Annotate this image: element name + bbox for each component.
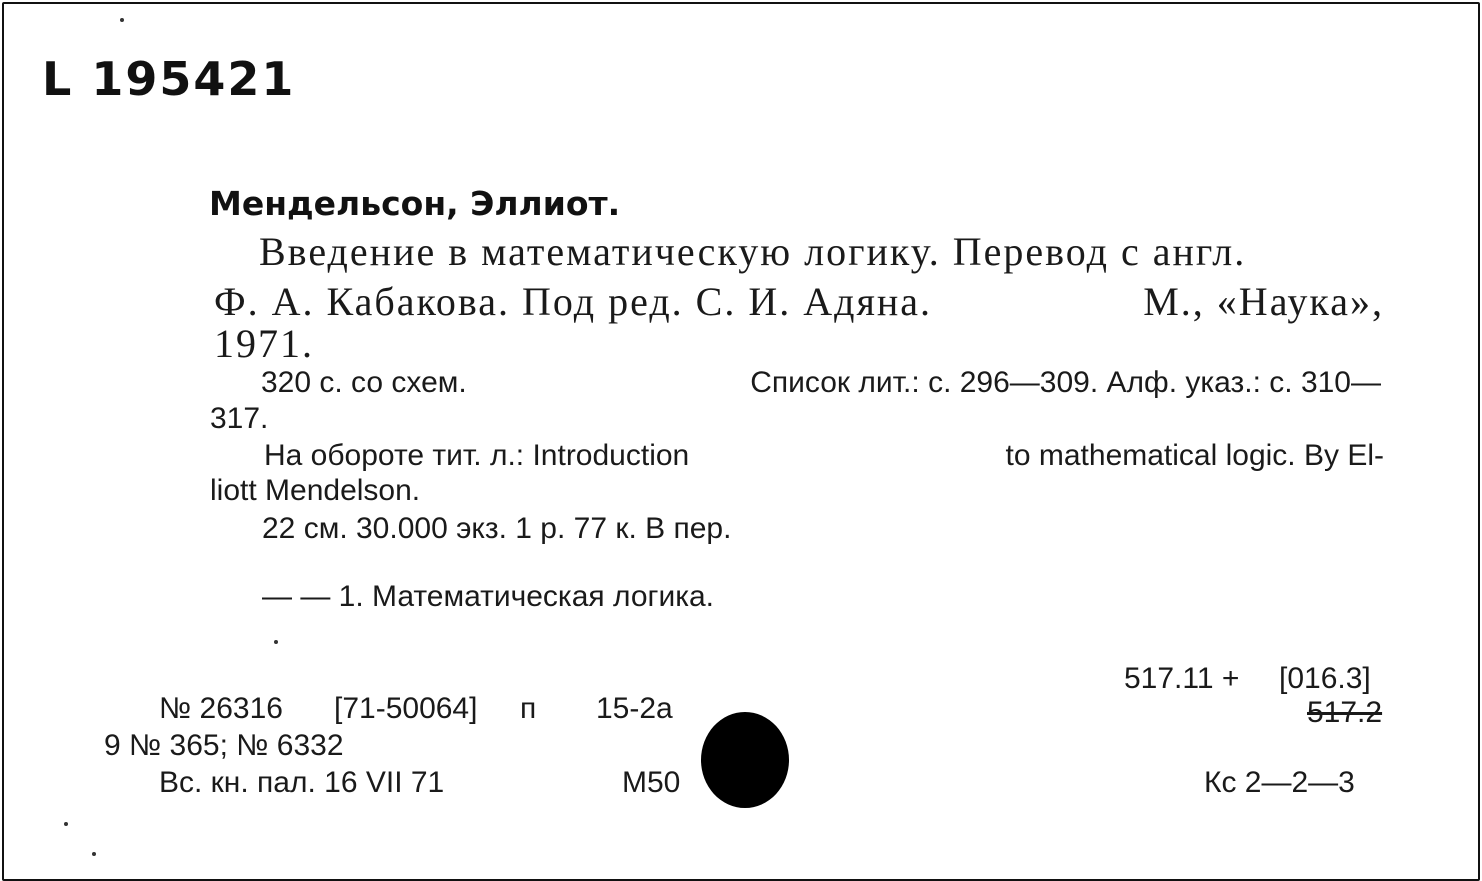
- speck: [92, 852, 96, 856]
- translator-editor: Ф. А. Кабакова. Под ред. С. И. Адяна.: [214, 279, 933, 324]
- registration-date: Вс. кн. пал. 16 VII 71: [159, 766, 445, 799]
- original-title-line: [264, 439, 1384, 473]
- catalog-card: [2, 2, 1480, 881]
- udc-bracket: [016.3]: [1279, 662, 1371, 695]
- speck: [120, 18, 124, 22]
- cutter-number: Кс 2—2—3: [1204, 766, 1355, 799]
- order-number: № 26316: [159, 692, 283, 725]
- order-code: 15-2а: [596, 692, 673, 725]
- speck: [64, 822, 68, 826]
- title-line-2: [214, 278, 1384, 325]
- udc-main: 517.11 +: [1124, 662, 1240, 695]
- physical-description: 22 см. 30.000 экз. 1 р. 77 к. В пер.: [262, 512, 732, 545]
- punch-hole: [701, 712, 789, 808]
- issue-line: 9 № 365; № 6332: [104, 729, 344, 762]
- call-number: L 195421: [42, 52, 296, 106]
- subject-heading: — — 1. Математическая логика.: [262, 580, 715, 613]
- original-title-continued: liott Mendelson.: [210, 474, 421, 507]
- bibliography-note: Список лит.: с. 296—309. Алф. указ.: с. 310—: [750, 366, 1381, 399]
- title-line-1: [259, 228, 1379, 275]
- original-title-b: to mathematical logic. By El-: [1005, 439, 1384, 472]
- publication-year: 1971.: [214, 321, 314, 366]
- pagination: 320 с. со схем.: [261, 366, 467, 399]
- title-text-1: Введение в математическую логику. Перевод с англ.: [259, 229, 1247, 274]
- publisher: М., «Наука»,: [1143, 279, 1384, 324]
- order-reference: [71-50064]: [334, 692, 478, 725]
- pagination-line: [261, 366, 1381, 400]
- printer-code: М50: [622, 766, 681, 799]
- original-title-a: На обороте тит. л.: Introduction: [264, 439, 690, 472]
- order-p: п: [520, 692, 537, 725]
- udc-struck: 517.2: [1307, 696, 1383, 729]
- author-heading: Мендельсон, Эллиот.: [209, 184, 621, 223]
- pagination-continued: 317.: [210, 402, 269, 435]
- speck: [274, 640, 278, 644]
